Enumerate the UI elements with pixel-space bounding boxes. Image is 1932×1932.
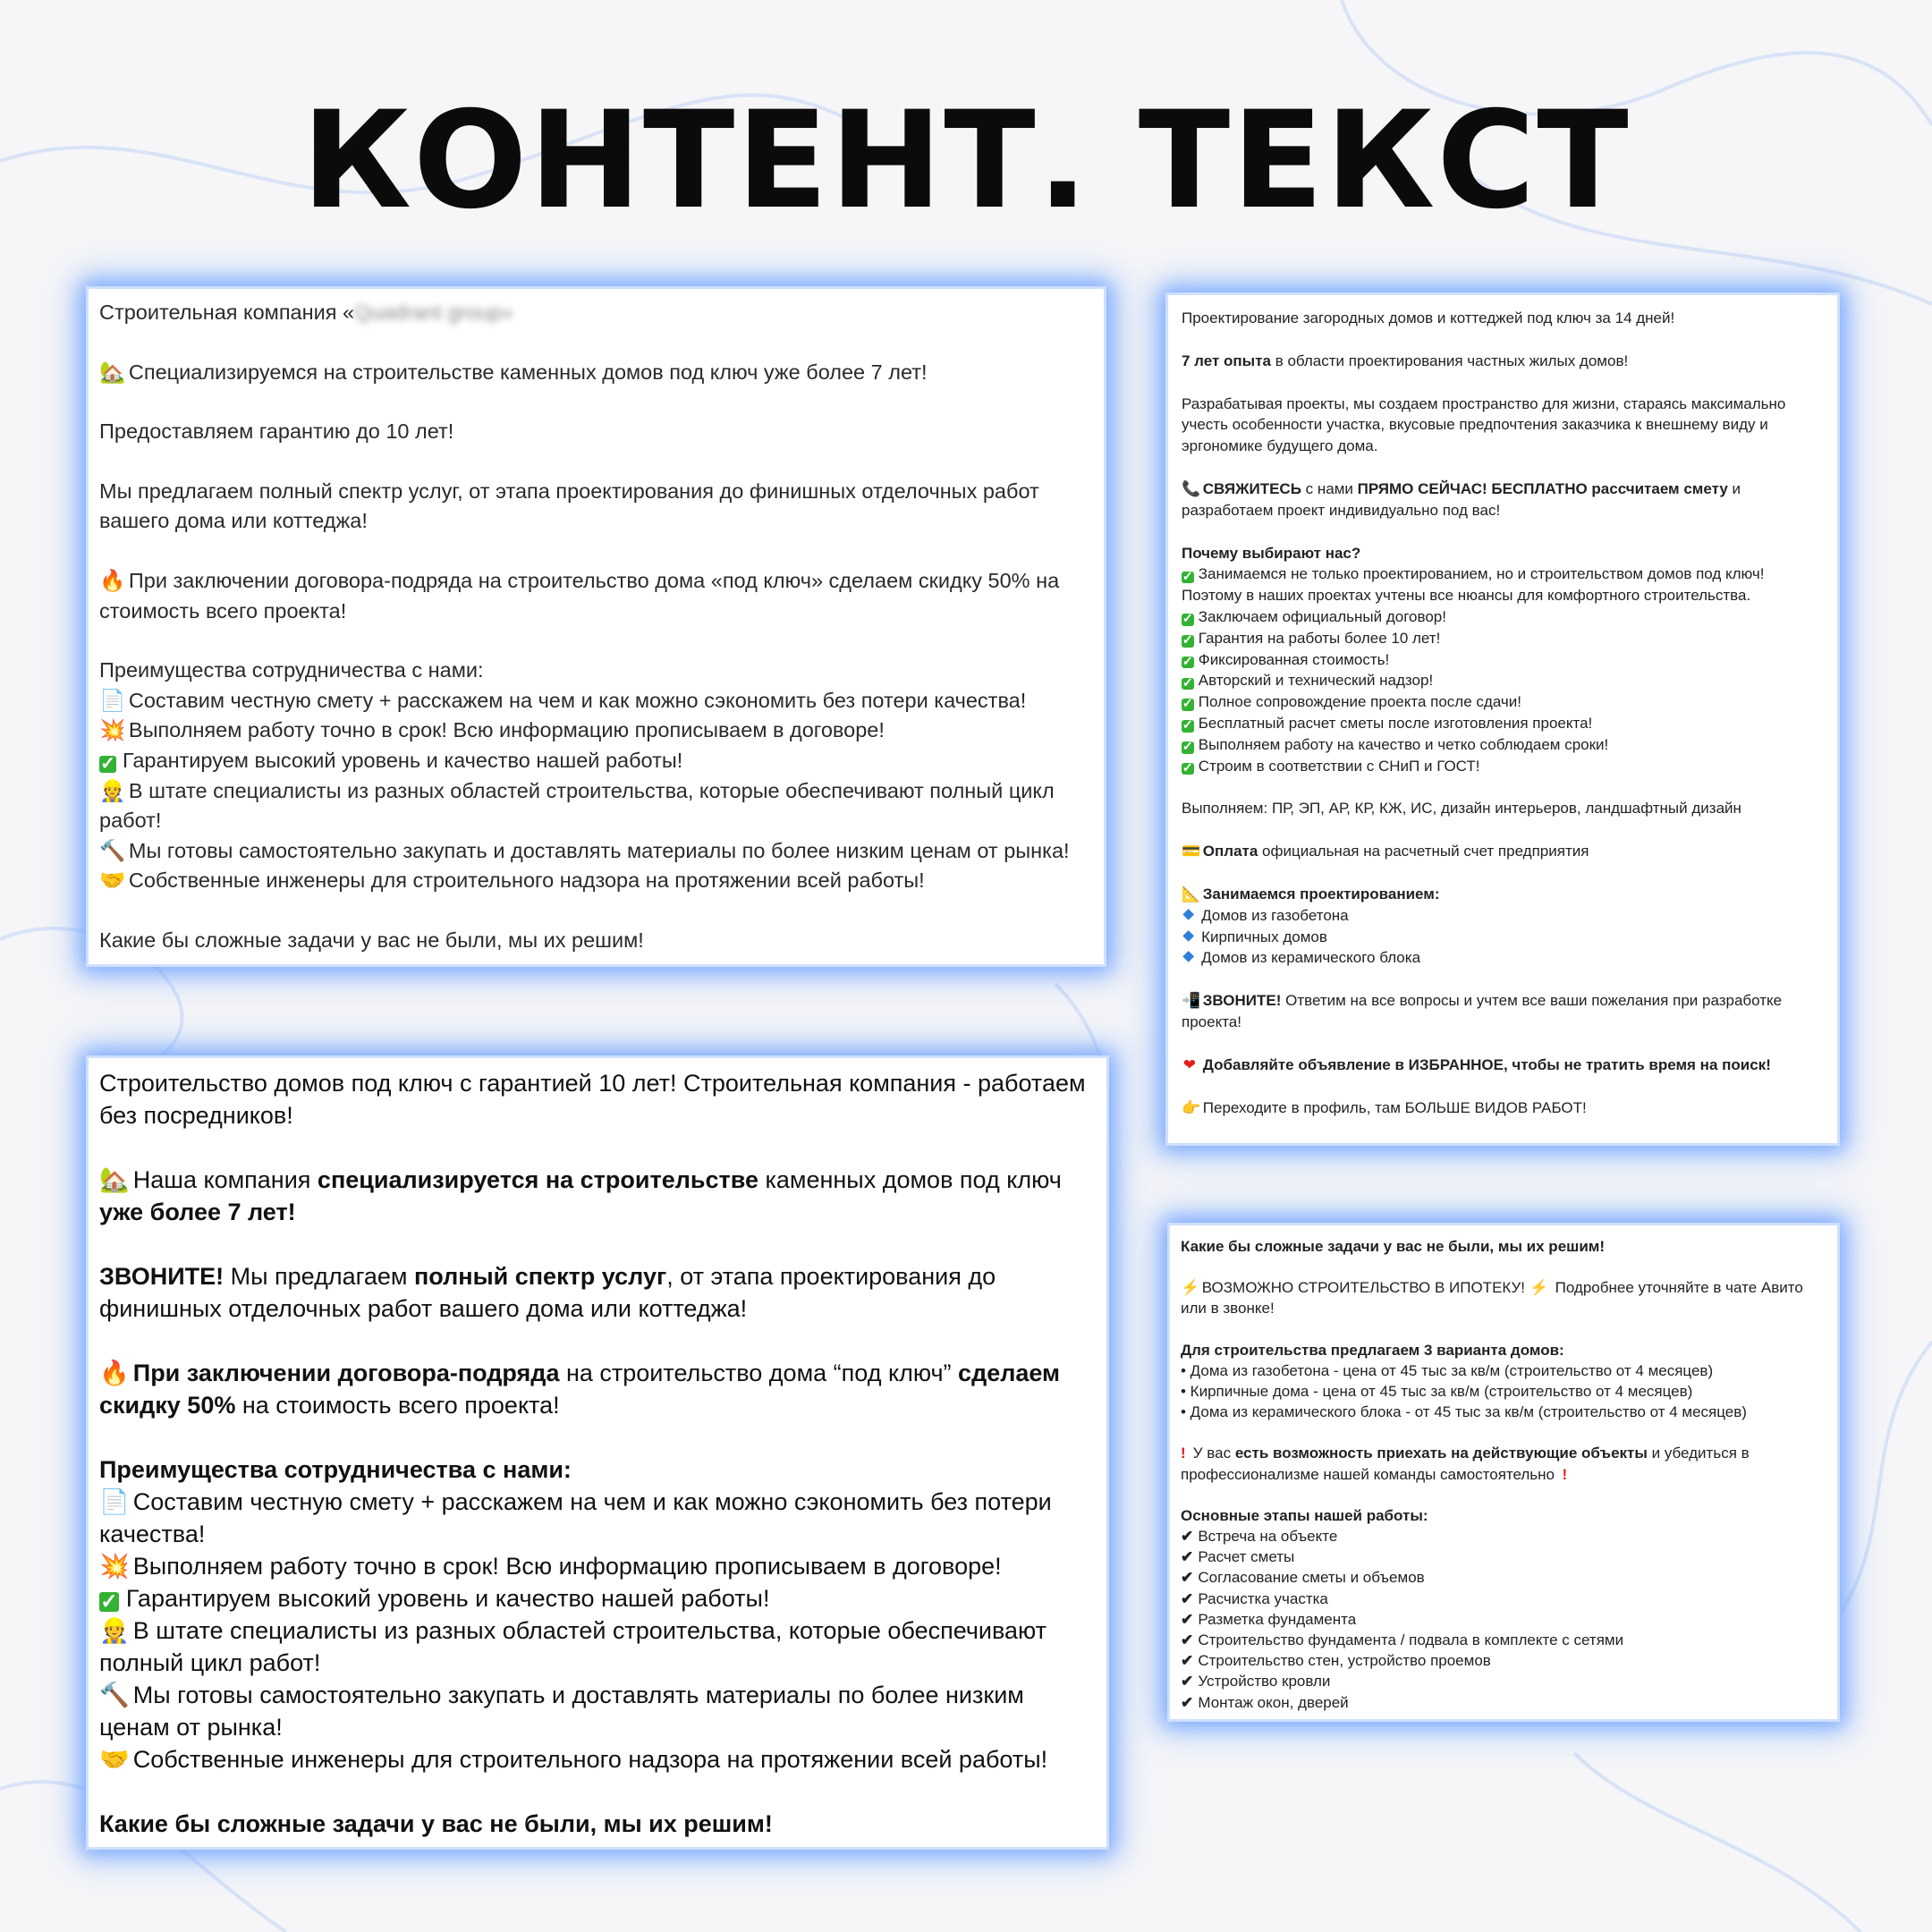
card-icon: 💳 [1182, 843, 1201, 860]
why-item-text: Заключаем официальный договор! [1198, 607, 1446, 625]
company-text-1: Наша компания [132, 1166, 318, 1193]
mobile-phone-icon: 📲 [1182, 992, 1201, 1010]
discount-bold-3: скидку 50% [99, 1392, 236, 1419]
company-bold-2: уже более 7 лет! [99, 1199, 296, 1225]
pointing-hand-icon: 👉 [1182, 1098, 1201, 1116]
phone-icon: 📞 [1182, 479, 1201, 497]
builder-icon: 👷 [99, 778, 126, 802]
advantage-item [99, 1486, 1096, 1518]
check-icon: ✓ [1182, 697, 1193, 712]
about-line-3: эргономике будущего дома. [1182, 437, 1378, 455]
variant-item-text: • Дома из керамического блока - от 45 тыс за кв/м (строительство от 4 месяцев) [1181, 1403, 1747, 1421]
headline-line-2: без посредников! [99, 1102, 293, 1129]
profile-text: Переходите в профиль, там БОЛЬШЕ ВИДОВ РАБОТ! [1202, 1098, 1587, 1116]
services-line-1: Мы предлагаем полный спектр услуг, от этапа проектирования до финишных отделочных работ [99, 479, 1039, 503]
payment-line [1182, 841, 1824, 862]
handshake-icon: 🤝 [99, 1746, 130, 1773]
contact-line [1182, 479, 1824, 500]
document-icon: 📄 [99, 688, 126, 712]
experience-line [1182, 351, 1824, 372]
design-item [1182, 927, 1824, 948]
call-text: Ответим на все вопросы и учтем все ваши пожелания при разработке [1281, 992, 1783, 1010]
advantage-item [99, 1550, 1096, 1582]
check-icon: ✓ [1182, 612, 1193, 627]
checkmark-icon: ✔ [1181, 1548, 1194, 1566]
advantage-text: Собственные инженеры для строительного надзора на протяжении всей работы! [132, 1746, 1048, 1773]
stage-item [1181, 1567, 1826, 1588]
advantage-text: В штате специалисты из разных областей строительства, которые обеспечивают полный цикл [128, 778, 1055, 802]
payment-bold: Оплата [1202, 843, 1258, 860]
mortgage-text: ВОЗМОЖНО СТРОИТЕЛЬСТВО В ИПОТЕКУ! [1201, 1279, 1526, 1297]
payment-text: официальная на расчетный счет предприятия [1258, 843, 1589, 860]
variant-item-text: • Кирпичные дома - цена от 45 тыс за кв/м (строительство от 4 месяцев) [1181, 1383, 1693, 1401]
stage-item [1181, 1546, 1826, 1567]
why-item-cont: Поэтому в наших проектах учтены все нюансы для комфортного строительства. [1182, 587, 1751, 605]
services-text-2: , от этапа проектирования до [666, 1263, 996, 1290]
why-item [1182, 756, 1824, 777]
check-icon: ✓ [1182, 760, 1193, 775]
variants-title: Для строительства предлагаем 3 варианта домов: [1181, 1341, 1564, 1359]
builder-icon: 👷 [99, 1617, 130, 1644]
check-icon: ✓ [1182, 569, 1193, 584]
hammer-icon: 🔨 [99, 838, 126, 862]
why-item [1182, 734, 1824, 756]
warranty-line: Предоставляем гарантию до 10 лет! [99, 419, 454, 444]
house-icon: 🏡 [99, 360, 126, 384]
stage-item [1181, 1630, 1826, 1650]
card-title: Какие бы сложные задачи у вас не были, мы их решим! [1181, 1238, 1606, 1255]
discount-line [99, 1357, 1096, 1389]
stage-item-text: Монтаж окон, дверей [1198, 1693, 1349, 1711]
why-item-text: Полное сопровождение проекта после сдачи! [1198, 693, 1521, 711]
variant-item-text: • Дома из газобетона - цена от 45 тыс за кв/м (строительство от 4 месяцев) [1181, 1361, 1714, 1379]
burst-icon: 💥 [99, 718, 126, 742]
handshake-icon: 🤝 [99, 869, 126, 893]
about-line-1: Разрабатывая проекты, мы создаем пространство для жизни, стараясь максимально [1182, 394, 1786, 412]
design-item-text: Кирпичных домов [1201, 928, 1327, 945]
advantage-item-cont: работ! [99, 809, 162, 833]
company-name-blurred: Quadrant group» [354, 301, 513, 324]
contact-bold-1: СВЯЖИТЕСЬ [1202, 479, 1301, 497]
advantage-item [99, 866, 1093, 896]
check-icon: ✓ [1182, 632, 1193, 648]
why-text: Занимаемся не только проектированием, но и строительством домов под ключ! [1198, 565, 1765, 583]
mortgage-rest: Подробнее уточняйте в чате Авито [1550, 1279, 1803, 1297]
check-icon: ✓ [1182, 739, 1193, 754]
favorite-line [1182, 1055, 1824, 1076]
advantage-item [99, 776, 1093, 807]
advantages-title: Преимущества сотрудничества с нами: [99, 658, 484, 682]
design-item [1182, 947, 1824, 969]
discount-bold-1: При заключении договора-подряда [132, 1360, 560, 1386]
advantage-text: В штате специалисты из разных областей строительства, которые обеспечивают [132, 1617, 1047, 1644]
variant-item [1181, 1402, 1826, 1422]
stage-item [1181, 1609, 1826, 1630]
stages-list [1181, 1526, 1826, 1713]
check-icon: ✓ [100, 753, 115, 774]
design-item-text: Домов из керамического блока [1201, 949, 1421, 967]
advantage-text: Мы готовы самостоятельно закупать и доставлять материалы по более низким [132, 1682, 1024, 1708]
variant-item [1181, 1360, 1826, 1381]
why-item-text: Строим в соответствии с СНиП и ГОСТ! [1198, 757, 1480, 775]
specialize-line [99, 358, 1093, 388]
hammer-icon: 🔨 [99, 1682, 130, 1708]
advantage-item-cont: качества! [99, 1521, 206, 1547]
lightning-icon: ⚡ [1530, 1279, 1549, 1297]
why-title: Почему выбирают нас? [1182, 544, 1361, 562]
advantages-title: Преимущества сотрудничества с нами: [99, 1456, 572, 1483]
discount-line-1 [99, 566, 1093, 597]
why-item [1182, 691, 1824, 713]
discount-text-2: на стоимость всего проекта! [235, 1392, 560, 1419]
advantage-item [99, 1614, 1096, 1647]
discount-line-2: стоимость всего проекта! [99, 598, 347, 623]
stage-item-text: Встреча на объекте [1198, 1528, 1338, 1546]
blueprint-icon: 📐 [1182, 885, 1201, 902]
why-item [1182, 713, 1824, 734]
advantage-item [99, 1582, 1096, 1614]
stage-item [1181, 1526, 1826, 1546]
experience-bold: 7 лет опыта [1182, 352, 1271, 369]
call-bold: ЗВОНИТЕ! [1202, 992, 1282, 1010]
stage-item [1181, 1650, 1826, 1671]
advantage-item [99, 1679, 1096, 1711]
discount-bold-2: сделаем [958, 1360, 1061, 1386]
lightning-icon: ⚡ [1181, 1279, 1200, 1297]
stage-item [1181, 1671, 1826, 1691]
check-icon: ✓ [1182, 718, 1193, 733]
contact-line-2: разработаем проект индивидуально под вас! [1182, 501, 1501, 519]
advantage-text: Составим честную смету + расскажем на чем и как можно сэкономить без потери [132, 1488, 1052, 1515]
favorite-text: Добавляйте объявление в ИЗБРАННОЕ, чтобы не тратить время на поиск! [1202, 1055, 1771, 1073]
why-item [1182, 606, 1824, 628]
design-title: Занимаемся проектированием: [1202, 885, 1440, 902]
advantage-item [99, 716, 1093, 746]
advantage-item [99, 746, 1093, 776]
why-list [1182, 606, 1824, 776]
discount-line-2 [99, 1389, 1096, 1421]
advantage-item [99, 686, 1093, 716]
stage-item-text: Расчет сметы [1198, 1548, 1295, 1566]
services-line [99, 1260, 1096, 1292]
closing-line: Какие бы сложные задачи у вас не были, мы их решим! [99, 928, 644, 952]
visit-text-3: профессионализме нашей команды самостоятельно [1181, 1465, 1555, 1483]
call-line [1182, 990, 1824, 1012]
advantage-item-cont: ценам от рынка! [99, 1714, 283, 1741]
design-item-text: Домов из газобетона [1201, 906, 1349, 924]
heart-icon: ❤ [1182, 1055, 1197, 1073]
advantage-text: Гарантируем высокий уровень и качество нашей работы! [125, 1585, 770, 1612]
advantage-item [99, 836, 1093, 867]
checkmark-icon: ✔ [1181, 1631, 1194, 1649]
checkmark-icon: ✔ [1181, 1652, 1194, 1670]
experience-text: в области проектирования частных жилых домов! [1270, 352, 1629, 369]
fire-icon: 🔥 [99, 1360, 130, 1386]
checkmark-icon: ✔ [1181, 1673, 1194, 1690]
variants-list [1181, 1360, 1826, 1423]
services-line-2: вашего дома или коттеджа! [99, 509, 368, 533]
discount-text-1: на строительство дома “под ключ” [559, 1360, 959, 1386]
advantage-text: Мы готовы самостоятельно закупать и доставлять материалы по более низким ценам от рынка! [128, 838, 1070, 862]
blue-diamond-icon [1182, 930, 1194, 942]
visit-bold: есть возможность приехать на действующие объекты [1234, 1445, 1648, 1462]
why-item-text: Бесплатный расчет сметы после изготовления проекта! [1198, 714, 1593, 732]
fire-icon: 🔥 [99, 568, 126, 592]
company-line [99, 298, 1093, 328]
design-title-line [1182, 884, 1824, 905]
checkmark-icon: ✔ [1181, 1610, 1194, 1628]
services-line-2: финишных отделочных работ вашего дома или коттеджа! [99, 1295, 748, 1322]
check-icon: ✓ [1182, 675, 1193, 691]
why-item [1182, 670, 1824, 691]
stage-item [1181, 1692, 1826, 1713]
stage-item [1181, 1589, 1826, 1609]
visit-line [1181, 1443, 1826, 1463]
company-line [99, 1164, 1096, 1196]
perform-line: Выполняем: ПР, ЭП, АР, КР, КЖ, ИС, дизайн интерьеров, ландшафтный дизайн [1182, 800, 1741, 818]
company-bold-1: специализируется на строительстве [317, 1166, 758, 1193]
stage-item-text: Устройство кровли [1198, 1673, 1331, 1690]
mortgage-line-2: или в звонке! [1181, 1300, 1275, 1318]
contact-text-1: с нами [1301, 479, 1358, 497]
headline-line-1: Строительство домов под ключ с гарантией 10 лет! Строительная компания - работаем [99, 1070, 1086, 1097]
profile-line [1182, 1097, 1824, 1119]
text-card-design [1168, 295, 1837, 1143]
services-bold-1: ЗВОНИТЕ! [99, 1263, 225, 1290]
stage-item-text: Согласование сметы и объемов [1198, 1569, 1425, 1587]
stage-item-text: Строительство стен, устройство проемов [1198, 1652, 1491, 1670]
text-card-prices [1170, 1225, 1837, 1719]
house-icon: 🏡 [99, 1166, 130, 1193]
advantage-item-cont: полный цикл работ! [99, 1649, 321, 1676]
call-line-2: проекта! [1182, 1013, 1241, 1030]
exclamation-icon: ! [1181, 1445, 1186, 1462]
why-item-text: Гарантия на работы более 10 лет! [1198, 629, 1441, 647]
document-icon: 📄 [99, 1488, 130, 1515]
variant-item [1181, 1381, 1826, 1402]
blue-diamond-icon [1182, 951, 1194, 962]
visit-text-2: и убедиться в [1647, 1445, 1750, 1462]
text-card-original [89, 289, 1104, 964]
checkmark-icon: ✔ [1181, 1528, 1194, 1546]
company-label: Строительная компания « [99, 301, 355, 324]
advantage-text: Выполняем работу точно в срок! Всю информацию прописываем в договоре! [132, 1553, 1002, 1580]
blue-diamond-icon [1182, 909, 1194, 920]
visit-line-2 [1181, 1464, 1826, 1485]
check-icon: ✓ [100, 1589, 118, 1613]
about-line-2: учесть особенности участка, вкусовые предпочтения заказчика к внешнему виду и [1182, 416, 1768, 434]
burst-icon: 💥 [99, 1553, 130, 1580]
why-item [1182, 649, 1824, 671]
advantage-item [99, 1743, 1096, 1775]
text-card-formatted [89, 1058, 1106, 1847]
why-item [1182, 564, 1824, 585]
stage-item-text: Строительство фундамента / подвала в комплекте с сетями [1198, 1631, 1624, 1649]
design-list [1182, 905, 1824, 969]
why-item-text: Выполняем работу на качество и четко соблюдаем сроки! [1198, 735, 1609, 753]
company-text-2: каменных домов под ключ [758, 1166, 1062, 1193]
advantage-text: Выполняем работу точно в срок! Всю информацию прописываем в договоре! [128, 718, 885, 742]
checkmark-icon: ✔ [1181, 1589, 1194, 1607]
checkmark-icon: ✔ [1181, 1569, 1194, 1587]
exclamation-icon: ! [1562, 1465, 1568, 1483]
stage-item-text: Расчистка участка [1198, 1589, 1328, 1607]
mortgage-line [1181, 1277, 1826, 1298]
contact-text-2: и [1727, 479, 1741, 497]
contact-bold-2: ПРЯМО СЕЙЧАС! БЕСПЛАТНО рассчитаем смету [1357, 479, 1728, 497]
advantage-text: Собственные инженеры для строительного надзора на протяжении всей работы! [128, 869, 925, 893]
why-item [1182, 628, 1824, 649]
services-bold-2: полный спектр услуг [413, 1263, 667, 1290]
stage-item-text: Разметка фундамента [1198, 1610, 1357, 1628]
checkmark-icon: ✔ [1181, 1693, 1194, 1711]
closing-line: Какие бы сложные задачи у вас не были, мы их решим! [99, 1810, 773, 1837]
page-headline: КОНТЕНТ. ТЕКСТ [301, 83, 1631, 239]
visit-text-1: У вас [1189, 1445, 1235, 1462]
specialize-text: Специализируемся на строительстве каменных домов под ключ уже более 7 лет! [128, 360, 928, 384]
intro-line: Проектирование загородных домов и коттеджей под ключ за 14 дней! [1182, 309, 1675, 326]
stages-title: Основные этапы нашей работы: [1181, 1506, 1428, 1524]
design-item [1182, 905, 1824, 927]
why-item-text: Фиксированная стоимость! [1198, 650, 1390, 668]
why-item-text: Авторский и технический надзор! [1198, 672, 1434, 690]
advantage-text: Составим честную смету + расскажем на чем и как можно сэкономить без потери качества! [128, 688, 1027, 712]
discount-text: При заключении договора-подряда на строительство дома «под ключ» сделаем скидку 50% на [128, 568, 1060, 592]
services-text-1: Мы предлагаем [224, 1263, 414, 1290]
check-icon: ✓ [1182, 654, 1193, 669]
advantage-text: Гарантируем высокий уровень и качество нашей работы! [122, 748, 683, 772]
